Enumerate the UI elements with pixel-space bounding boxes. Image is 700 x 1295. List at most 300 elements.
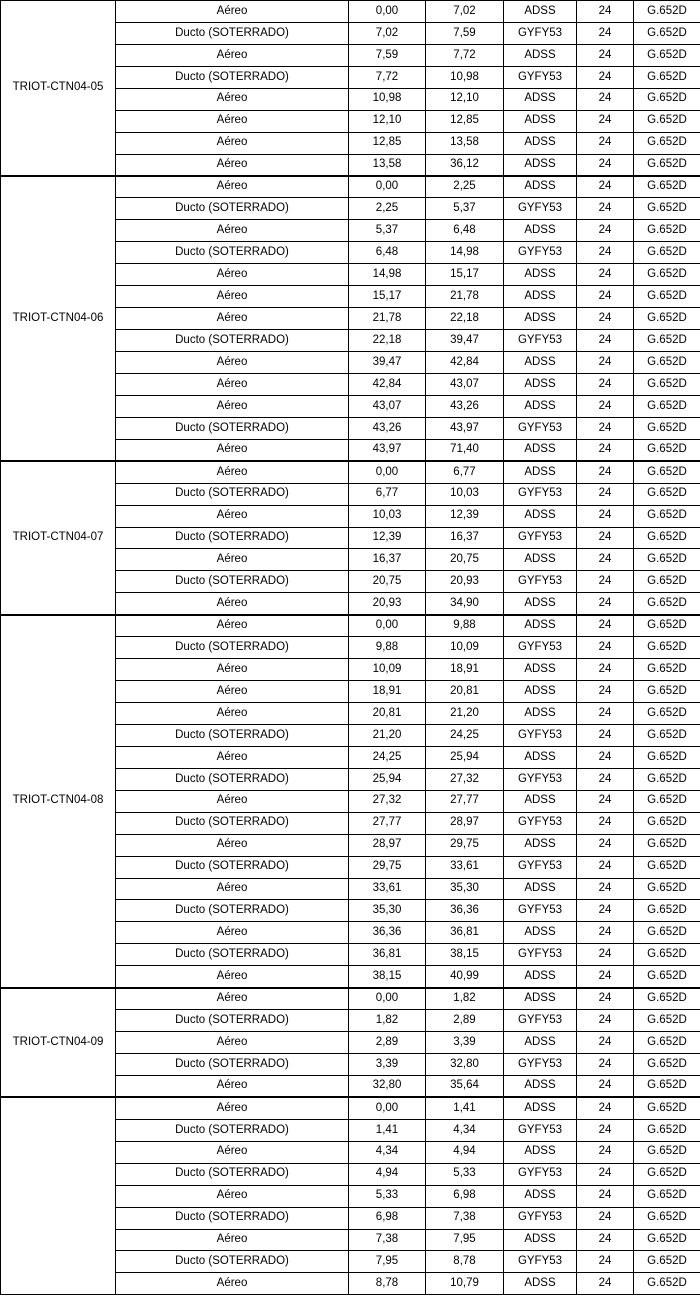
cell-fiber_count: 24 xyxy=(577,1119,634,1141)
cell-fiber_count: 24 xyxy=(577,286,634,308)
group-label: TRIOT-CTN04-09 xyxy=(1,988,116,1098)
cell-start_km: 36,36 xyxy=(349,922,426,944)
cell-type: Aéreo xyxy=(116,373,349,395)
cell-cable: ADSS xyxy=(504,439,577,461)
cell-fiber_count: 24 xyxy=(577,88,634,110)
cell-end_km: 27,32 xyxy=(426,768,504,790)
cell-end_km: 43,07 xyxy=(426,373,504,395)
cell-cable: ADSS xyxy=(504,286,577,308)
cell-end_km: 40,99 xyxy=(426,966,504,988)
cell-end_km: 1,82 xyxy=(426,988,504,1010)
cell-standard: G.652D xyxy=(634,373,700,395)
cell-standard: G.652D xyxy=(634,132,700,154)
cell-start_km: 7,02 xyxy=(349,22,426,44)
cell-end_km: 13,58 xyxy=(426,132,504,154)
cell-standard: G.652D xyxy=(634,1010,700,1032)
cell-fiber_count: 24 xyxy=(577,812,634,834)
cell-end_km: 7,59 xyxy=(426,22,504,44)
cell-standard: G.652D xyxy=(634,1163,700,1185)
cell-start_km: 24,25 xyxy=(349,746,426,768)
cell-standard: G.652D xyxy=(634,659,700,681)
cell-fiber_count: 24 xyxy=(577,878,634,900)
cell-fiber_count: 24 xyxy=(577,1,634,23)
cell-start_km: 43,07 xyxy=(349,395,426,417)
cell-standard: G.652D xyxy=(634,746,700,768)
cell-cable: GYFY53 xyxy=(504,1054,577,1076)
cell-cable: ADSS xyxy=(504,922,577,944)
cell-standard: G.652D xyxy=(634,242,700,264)
cell-fiber_count: 24 xyxy=(577,856,634,878)
table-row xyxy=(1,988,700,1010)
cell-fiber_count: 24 xyxy=(577,505,634,527)
cell-cable: GYFY53 xyxy=(504,22,577,44)
cell-start_km: 2,25 xyxy=(349,198,426,220)
cell-cable: ADSS xyxy=(504,681,577,703)
cell-cable: GYFY53 xyxy=(504,637,577,659)
cell-fiber_count: 24 xyxy=(577,549,634,571)
cell-start_km: 3,39 xyxy=(349,1054,426,1076)
cell-end_km: 12,85 xyxy=(426,110,504,132)
cell-standard: G.652D xyxy=(634,88,700,110)
group-label: TRIOT-CTN04-06 xyxy=(1,176,116,461)
cell-type: Aéreo xyxy=(116,352,349,374)
cell-type: Aéreo xyxy=(116,703,349,725)
cell-start_km: 28,97 xyxy=(349,834,426,856)
cell-start_km: 20,75 xyxy=(349,571,426,593)
cell-start_km: 43,97 xyxy=(349,439,426,461)
cell-start_km: 15,17 xyxy=(349,286,426,308)
cell-type: Ducto (SOTERRADO) xyxy=(116,1207,349,1229)
cell-standard: G.652D xyxy=(634,812,700,834)
cell-type: Ducto (SOTERRADO) xyxy=(116,242,349,264)
cell-end_km: 36,12 xyxy=(426,154,504,176)
cell-standard: G.652D xyxy=(634,352,700,374)
cell-end_km: 2,89 xyxy=(426,1010,504,1032)
cell-cable: GYFY53 xyxy=(504,1119,577,1141)
cell-standard: G.652D xyxy=(634,637,700,659)
cell-end_km: 28,97 xyxy=(426,812,504,834)
cell-standard: G.652D xyxy=(634,66,700,88)
cell-fiber_count: 24 xyxy=(577,1273,634,1295)
cell-end_km: 6,77 xyxy=(426,461,504,483)
cell-start_km: 39,47 xyxy=(349,352,426,374)
cell-start_km: 0,00 xyxy=(349,988,426,1010)
cell-type: Aéreo xyxy=(116,264,349,286)
cell-cable: GYFY53 xyxy=(504,944,577,966)
cell-standard: G.652D xyxy=(634,681,700,703)
cell-cable: GYFY53 xyxy=(504,1010,577,1032)
cell-type: Aéreo xyxy=(116,1273,349,1295)
cell-start_km: 21,20 xyxy=(349,724,426,746)
cell-cable: ADSS xyxy=(504,878,577,900)
cell-standard: G.652D xyxy=(634,527,700,549)
cell-type: Aéreo xyxy=(116,308,349,330)
cell-end_km: 1,41 xyxy=(426,1097,504,1119)
cell-fiber_count: 24 xyxy=(577,988,634,1010)
cell-end_km: 21,20 xyxy=(426,703,504,725)
cell-cable: ADSS xyxy=(504,220,577,242)
cell-type: Ducto (SOTERRADO) xyxy=(116,483,349,505)
cell-end_km: 15,17 xyxy=(426,264,504,286)
cell-fiber_count: 24 xyxy=(577,1097,634,1119)
cell-end_km: 32,80 xyxy=(426,1054,504,1076)
cell-standard: G.652D xyxy=(634,330,700,352)
cell-type: Aéreo xyxy=(116,790,349,812)
cell-fiber_count: 24 xyxy=(577,483,634,505)
cell-end_km: 10,98 xyxy=(426,66,504,88)
cell-fiber_count: 24 xyxy=(577,373,634,395)
table-row xyxy=(1,615,700,637)
cell-standard: G.652D xyxy=(634,1,700,23)
cell-standard: G.652D xyxy=(634,110,700,132)
group-label: TRIOT-CTN04-08 xyxy=(1,615,116,988)
cell-fiber_count: 24 xyxy=(577,681,634,703)
cell-end_km: 16,37 xyxy=(426,527,504,549)
cell-fiber_count: 24 xyxy=(577,659,634,681)
cell-standard: G.652D xyxy=(634,900,700,922)
cell-type: Aéreo xyxy=(116,461,349,483)
cell-fiber_count: 24 xyxy=(577,615,634,637)
cell-start_km: 2,89 xyxy=(349,1032,426,1054)
cell-start_km: 27,32 xyxy=(349,790,426,812)
cell-fiber_count: 24 xyxy=(577,527,634,549)
cell-end_km: 21,78 xyxy=(426,286,504,308)
cell-end_km: 12,39 xyxy=(426,505,504,527)
cell-cable: GYFY53 xyxy=(504,330,577,352)
cell-start_km: 6,77 xyxy=(349,483,426,505)
cell-fiber_count: 24 xyxy=(577,44,634,66)
cell-start_km: 4,34 xyxy=(349,1141,426,1163)
cell-end_km: 3,39 xyxy=(426,1032,504,1054)
table-row xyxy=(1,461,700,483)
cell-standard: G.652D xyxy=(634,1207,700,1229)
cell-cable: ADSS xyxy=(504,395,577,417)
cell-type: Aéreo xyxy=(116,1032,349,1054)
cell-type: Ducto (SOTERRADO) xyxy=(116,944,349,966)
cell-cable: ADSS xyxy=(504,352,577,374)
cell-start_km: 0,00 xyxy=(349,1097,426,1119)
cell-cable: GYFY53 xyxy=(504,242,577,264)
cell-start_km: 12,10 xyxy=(349,110,426,132)
table-row xyxy=(1,176,700,198)
cell-type: Aéreo xyxy=(116,988,349,1010)
cell-fiber_count: 24 xyxy=(577,571,634,593)
cell-start_km: 25,94 xyxy=(349,768,426,790)
cell-start_km: 36,81 xyxy=(349,944,426,966)
cell-standard: G.652D xyxy=(634,1229,700,1251)
cell-cable: ADSS xyxy=(504,132,577,154)
cell-cable: ADSS xyxy=(504,703,577,725)
cell-cable: ADSS xyxy=(504,746,577,768)
cell-fiber_count: 24 xyxy=(577,461,634,483)
cell-fiber_count: 24 xyxy=(577,746,634,768)
cell-type: Aéreo xyxy=(116,439,349,461)
cell-standard: G.652D xyxy=(634,988,700,1010)
cell-standard: G.652D xyxy=(634,198,700,220)
cell-cable: ADSS xyxy=(504,1229,577,1251)
cell-cable: ADSS xyxy=(504,790,577,812)
cell-start_km: 1,82 xyxy=(349,1010,426,1032)
cell-type: Ducto (SOTERRADO) xyxy=(116,1054,349,1076)
cell-end_km: 42,84 xyxy=(426,352,504,374)
cell-type: Aéreo xyxy=(116,154,349,176)
cell-type: Ducto (SOTERRADO) xyxy=(116,1163,349,1185)
cell-end_km: 5,37 xyxy=(426,198,504,220)
table-row xyxy=(1,1,700,23)
cell-end_km: 9,88 xyxy=(426,615,504,637)
cell-standard: G.652D xyxy=(634,1185,700,1207)
cell-standard: G.652D xyxy=(634,768,700,790)
cell-start_km: 0,00 xyxy=(349,615,426,637)
cell-type: Ducto (SOTERRADO) xyxy=(116,527,349,549)
cell-standard: G.652D xyxy=(634,593,700,615)
cell-standard: G.652D xyxy=(634,966,700,988)
cell-cable: GYFY53 xyxy=(504,571,577,593)
cell-standard: G.652D xyxy=(634,417,700,439)
cell-cable: ADSS xyxy=(504,1185,577,1207)
cell-standard: G.652D xyxy=(634,1054,700,1076)
cell-cable: GYFY53 xyxy=(504,900,577,922)
cell-fiber_count: 24 xyxy=(577,1185,634,1207)
cell-standard: G.652D xyxy=(634,483,700,505)
cell-type: Ducto (SOTERRADO) xyxy=(116,637,349,659)
cell-fiber_count: 24 xyxy=(577,198,634,220)
cell-cable: GYFY53 xyxy=(504,768,577,790)
cell-fiber_count: 24 xyxy=(577,22,634,44)
cell-standard: G.652D xyxy=(634,922,700,944)
cell-fiber_count: 24 xyxy=(577,1075,634,1097)
cell-standard: G.652D xyxy=(634,1097,700,1119)
cell-fiber_count: 24 xyxy=(577,834,634,856)
cell-type: Aéreo xyxy=(116,286,349,308)
cell-start_km: 1,41 xyxy=(349,1119,426,1141)
cell-type: Aéreo xyxy=(116,681,349,703)
cell-cable: ADSS xyxy=(504,461,577,483)
cell-end_km: 4,34 xyxy=(426,1119,504,1141)
cell-type: Aéreo xyxy=(116,220,349,242)
cell-fiber_count: 24 xyxy=(577,154,634,176)
cell-end_km: 4,94 xyxy=(426,1141,504,1163)
cell-standard: G.652D xyxy=(634,703,700,725)
cell-fiber_count: 24 xyxy=(577,395,634,417)
cell-start_km: 18,91 xyxy=(349,681,426,703)
cell-standard: G.652D xyxy=(634,1119,700,1141)
cell-start_km: 32,80 xyxy=(349,1075,426,1097)
cell-start_km: 20,93 xyxy=(349,593,426,615)
cell-cable: GYFY53 xyxy=(504,483,577,505)
cell-cable: ADSS xyxy=(504,966,577,988)
cell-fiber_count: 24 xyxy=(577,966,634,988)
cell-cable: ADSS xyxy=(504,834,577,856)
cell-start_km: 29,75 xyxy=(349,856,426,878)
cell-fiber_count: 24 xyxy=(577,944,634,966)
cell-start_km: 22,18 xyxy=(349,330,426,352)
cell-standard: G.652D xyxy=(634,505,700,527)
cell-end_km: 20,93 xyxy=(426,571,504,593)
cell-standard: G.652D xyxy=(634,22,700,44)
cell-standard: G.652D xyxy=(634,790,700,812)
cell-fiber_count: 24 xyxy=(577,593,634,615)
cell-start_km: 14,98 xyxy=(349,264,426,286)
cell-start_km: 13,58 xyxy=(349,154,426,176)
cell-type: Aéreo xyxy=(116,746,349,768)
cell-cable: ADSS xyxy=(504,110,577,132)
cell-cable: ADSS xyxy=(504,659,577,681)
cell-standard: G.652D xyxy=(634,724,700,746)
cell-type: Aéreo xyxy=(116,44,349,66)
cell-end_km: 6,48 xyxy=(426,220,504,242)
cell-start_km: 42,84 xyxy=(349,373,426,395)
cell-start_km: 5,33 xyxy=(349,1185,426,1207)
cell-cable: ADSS xyxy=(504,1097,577,1119)
cell-type: Aéreo xyxy=(116,966,349,988)
cell-standard: G.652D xyxy=(634,549,700,571)
cell-start_km: 38,15 xyxy=(349,966,426,988)
cell-cable: ADSS xyxy=(504,1141,577,1163)
cell-standard: G.652D xyxy=(634,834,700,856)
cell-type: Aéreo xyxy=(116,132,349,154)
cell-type: Ducto (SOTERRADO) xyxy=(116,571,349,593)
cell-standard: G.652D xyxy=(634,395,700,417)
cell-cable: ADSS xyxy=(504,176,577,198)
cell-end_km: 27,77 xyxy=(426,790,504,812)
cell-cable: ADSS xyxy=(504,44,577,66)
cell-fiber_count: 24 xyxy=(577,1207,634,1229)
cell-type: Aéreo xyxy=(116,110,349,132)
cell-cable: GYFY53 xyxy=(504,724,577,746)
cell-type: Ducto (SOTERRADO) xyxy=(116,768,349,790)
cell-standard: G.652D xyxy=(634,439,700,461)
cell-start_km: 21,78 xyxy=(349,308,426,330)
cell-type: Aéreo xyxy=(116,1229,349,1251)
cell-cable: GYFY53 xyxy=(504,1207,577,1229)
cell-type: Aéreo xyxy=(116,505,349,527)
cell-cable: ADSS xyxy=(504,264,577,286)
cell-standard: G.652D xyxy=(634,461,700,483)
cell-standard: G.652D xyxy=(634,615,700,637)
cell-fiber_count: 24 xyxy=(577,768,634,790)
cell-start_km: 10,09 xyxy=(349,659,426,681)
cell-fiber_count: 24 xyxy=(577,417,634,439)
cell-end_km: 6,98 xyxy=(426,1185,504,1207)
cell-start_km: 6,48 xyxy=(349,242,426,264)
cell-type: Ducto (SOTERRADO) xyxy=(116,1251,349,1273)
cell-cable: GYFY53 xyxy=(504,66,577,88)
cell-fiber_count: 24 xyxy=(577,330,634,352)
cell-type: Ducto (SOTERRADO) xyxy=(116,66,349,88)
group-label: TRIOT-CTN04-07 xyxy=(1,461,116,615)
cell-fiber_count: 24 xyxy=(577,724,634,746)
cell-standard: G.652D xyxy=(634,1032,700,1054)
cell-type: Ducto (SOTERRADO) xyxy=(116,724,349,746)
cell-fiber_count: 24 xyxy=(577,66,634,88)
cell-type: Ducto (SOTERRADO) xyxy=(116,1119,349,1141)
cell-fiber_count: 24 xyxy=(577,1054,634,1076)
cell-standard: G.652D xyxy=(634,308,700,330)
cell-fiber_count: 24 xyxy=(577,352,634,374)
cell-cable: ADSS xyxy=(504,505,577,527)
cell-cable: ADSS xyxy=(504,549,577,571)
cell-end_km: 33,61 xyxy=(426,856,504,878)
cell-start_km: 9,88 xyxy=(349,637,426,659)
cell-type: Ducto (SOTERRADO) xyxy=(116,812,349,834)
cell-end_km: 10,79 xyxy=(426,1273,504,1295)
cell-type: Ducto (SOTERRADO) xyxy=(116,856,349,878)
cell-end_km: 36,81 xyxy=(426,922,504,944)
cell-fiber_count: 24 xyxy=(577,176,634,198)
cell-standard: G.652D xyxy=(634,44,700,66)
cell-start_km: 33,61 xyxy=(349,878,426,900)
cell-end_km: 12,10 xyxy=(426,88,504,110)
table-row xyxy=(1,1097,700,1119)
cell-end_km: 5,33 xyxy=(426,1163,504,1185)
cell-start_km: 27,77 xyxy=(349,812,426,834)
cell-type: Aéreo xyxy=(116,1185,349,1207)
cell-fiber_count: 24 xyxy=(577,1032,634,1054)
cell-end_km: 14,98 xyxy=(426,242,504,264)
cell-type: Aéreo xyxy=(116,88,349,110)
cell-start_km: 0,00 xyxy=(349,1,426,23)
cell-start_km: 12,85 xyxy=(349,132,426,154)
cell-end_km: 10,03 xyxy=(426,483,504,505)
cell-type: Aéreo xyxy=(116,549,349,571)
cell-end_km: 2,25 xyxy=(426,176,504,198)
cell-cable: ADSS xyxy=(504,1,577,23)
cell-end_km: 7,02 xyxy=(426,1,504,23)
cell-start_km: 7,95 xyxy=(349,1251,426,1273)
cell-end_km: 35,64 xyxy=(426,1075,504,1097)
cell-fiber_count: 24 xyxy=(577,110,634,132)
cell-end_km: 43,26 xyxy=(426,395,504,417)
cell-standard: G.652D xyxy=(634,1141,700,1163)
cell-standard: G.652D xyxy=(634,571,700,593)
cell-start_km: 7,72 xyxy=(349,66,426,88)
cell-standard: G.652D xyxy=(634,176,700,198)
cell-fiber_count: 24 xyxy=(577,922,634,944)
cell-type: Aéreo xyxy=(116,878,349,900)
cell-cable: GYFY53 xyxy=(504,417,577,439)
cell-fiber_count: 24 xyxy=(577,900,634,922)
cell-start_km: 7,38 xyxy=(349,1229,426,1251)
cell-end_km: 71,40 xyxy=(426,439,504,461)
cell-fiber_count: 24 xyxy=(577,242,634,264)
cell-cable: ADSS xyxy=(504,1032,577,1054)
cell-standard: G.652D xyxy=(634,1251,700,1273)
cell-end_km: 8,78 xyxy=(426,1251,504,1273)
cell-start_km: 7,59 xyxy=(349,44,426,66)
group-label xyxy=(1,1097,116,1294)
cell-fiber_count: 24 xyxy=(577,1229,634,1251)
cell-fiber_count: 24 xyxy=(577,1141,634,1163)
cell-type: Aéreo xyxy=(116,834,349,856)
cell-cable: GYFY53 xyxy=(504,1251,577,1273)
cell-end_km: 36,36 xyxy=(426,900,504,922)
cell-fiber_count: 24 xyxy=(577,637,634,659)
cell-end_km: 38,15 xyxy=(426,944,504,966)
cell-type: Ducto (SOTERRADO) xyxy=(116,417,349,439)
cell-fiber_count: 24 xyxy=(577,132,634,154)
segments-table-body xyxy=(1,1,700,1295)
cell-cable: ADSS xyxy=(504,154,577,176)
cell-type: Aéreo xyxy=(116,176,349,198)
cell-standard: G.652D xyxy=(634,878,700,900)
cell-end_km: 39,47 xyxy=(426,330,504,352)
cell-type: Aéreo xyxy=(116,395,349,417)
cell-start_km: 5,37 xyxy=(349,220,426,242)
cell-type: Aéreo xyxy=(116,659,349,681)
cell-start_km: 12,39 xyxy=(349,527,426,549)
cell-fiber_count: 24 xyxy=(577,1010,634,1032)
